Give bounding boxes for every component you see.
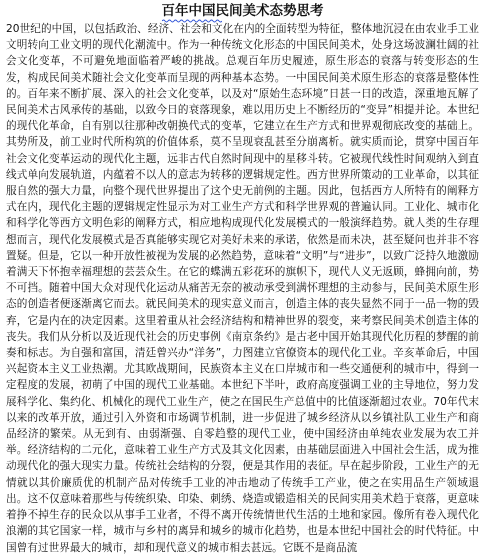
document-title-text: [162, 3, 324, 20]
document-title-label: 百年中国民间美术态势思考: [161, 3, 324, 19]
document-body: 20世纪的中国，以包括政治、经济、社会和文化在内的全面转型为特征，整体地沉浸在由农业手工业文明转向工业文明的现代化潮流中。作为一种传统文化形态的中国民间美术，处身这场波澜壮阔的社会文化变革，不可避免地面临着严峻的挑战。总观百年历史履迹，原生形态的衰落与转变形态的生发，构成民间美术随社会文化变革而呈现的两种基本态势。一中国民间美术原生形态的衰落是整体性的。百年来不断扩展、深入的社会文化变革，以及对“原始生态环境”日甚一日的改造，深重地瓦解了民间美术古风承传的基础，以致今日的衰落现象，难以用历史上不断经历的“变异”相提并论。本世纪的现代化革命，自有别以往那种改朝换代式的变革，它建立在生产方式和世界观彻底改变的基础上。其势所及，前工业时代所构筑的价值体系，莫不呈现衰乱甚至分崩离析。就实质而论，贯穿中国百年社会文化变革运动的现代化主题，远非古代自然时间现中的星移斗转。它被现代线性时间观纳入到直线式单向发展轨道，内蕴着不以人的意志为转移的逻辑规定性。西方世界所策动的工业革命，以其征服自然的强大力量，向整个现代世界提出了这个史无前例的主题。因此，包括西方人所特有的阐释方式在内，现代化主题的逻辑规定性显示为对工业生产方式和科学世界观的普遍认同。工业化、城市化和科学化等西方文明色彩的阐释方式，相应地构成现代化发展模式的一般演绎趋势。就人类的生存理想而言，现代化发展模式是否真能够实现它对美好未来的承诺，依然是而未决，甚至疑问也并非不容置疑。但是，它以一种开放性被视为发展的必然趋势，意味着“文明”与“进步”，以致广泛持久地激励着满天下怀抱幸福理想的芸芸众生。在它的蝶满五彩花环的旗帜下，现代人义无返顾，蜂拥向前，势不可挡。随着中国大众对现代化运动从痛苦无奈的被动承受到满怀理想的主动参与，民间美术原生形态的创造者便逐渐离它而去。就民间美术的现实意义而言，创造主体的丧失显然不同于一品一物的毁弃，它是内在的决定因素。这里着重从社会经济结构和精神世界的裂变，来考察民间美术创造主体的丧失。我们从分析以及近现代社会的历史事例《南京条约》是古老中国开始其现代化历程的梦醒的前奏和标志。为自强和富国，清廷曾兴办“洋务”，力图建立官僚资本的现代化工业。辛亥革命后，中国兴起资本主义工业热潮。尤其欧战期间，民族资本主义在口岸城市和一些交通便利的城市中，得到一定程度的发展，初萌了中国的现代工业基础。本世纪下半叶，政府高度强调工业的主导地位，努力发展科学化、集约化、机械化的现代工业生产，使之在国民生产总值中的比值逐渐超过农业。70年代末以来的改革开放，通过引入外资和市场调节机制，进一步促进了城乡经济从以乡镇社队工业生产和商品经济的繁荣。从无到有、由弱渐强、自零趋整的现代工业，使中国经济由单纯农业发展为农工并举。经济结构的二元化，意味着工业生产方式及其文化因素，由基础层面进入中国社会生活，成为推动现代化的强大现实力量。传统社会结构的分裂，便是其作用的表征。早在起步阶段，工业生产的无情就以其价廉质优的机制产品对传统手工业的冲击地动了传统手工产业，使之在实用品生产领域退出。这不仅意味着那些与传统织染、印染、刺绣、烧造或锻造相关的民间实用美术趋于衰落，更意味着挣不掉生存的民众以从事手工业者，不得不离开传统情世代生活的土地和家园。像所有卷入现代化浪潮的其它国家一样，城市与乡村的离异和城乡的城市化趋势，也是本世纪中国社会的时代特征。中国曾有过世界最大的城市，却和现代意义的城市相去甚远。它既不是商品流: [6, 23, 479, 554]
document-title: [6, 3, 479, 20]
